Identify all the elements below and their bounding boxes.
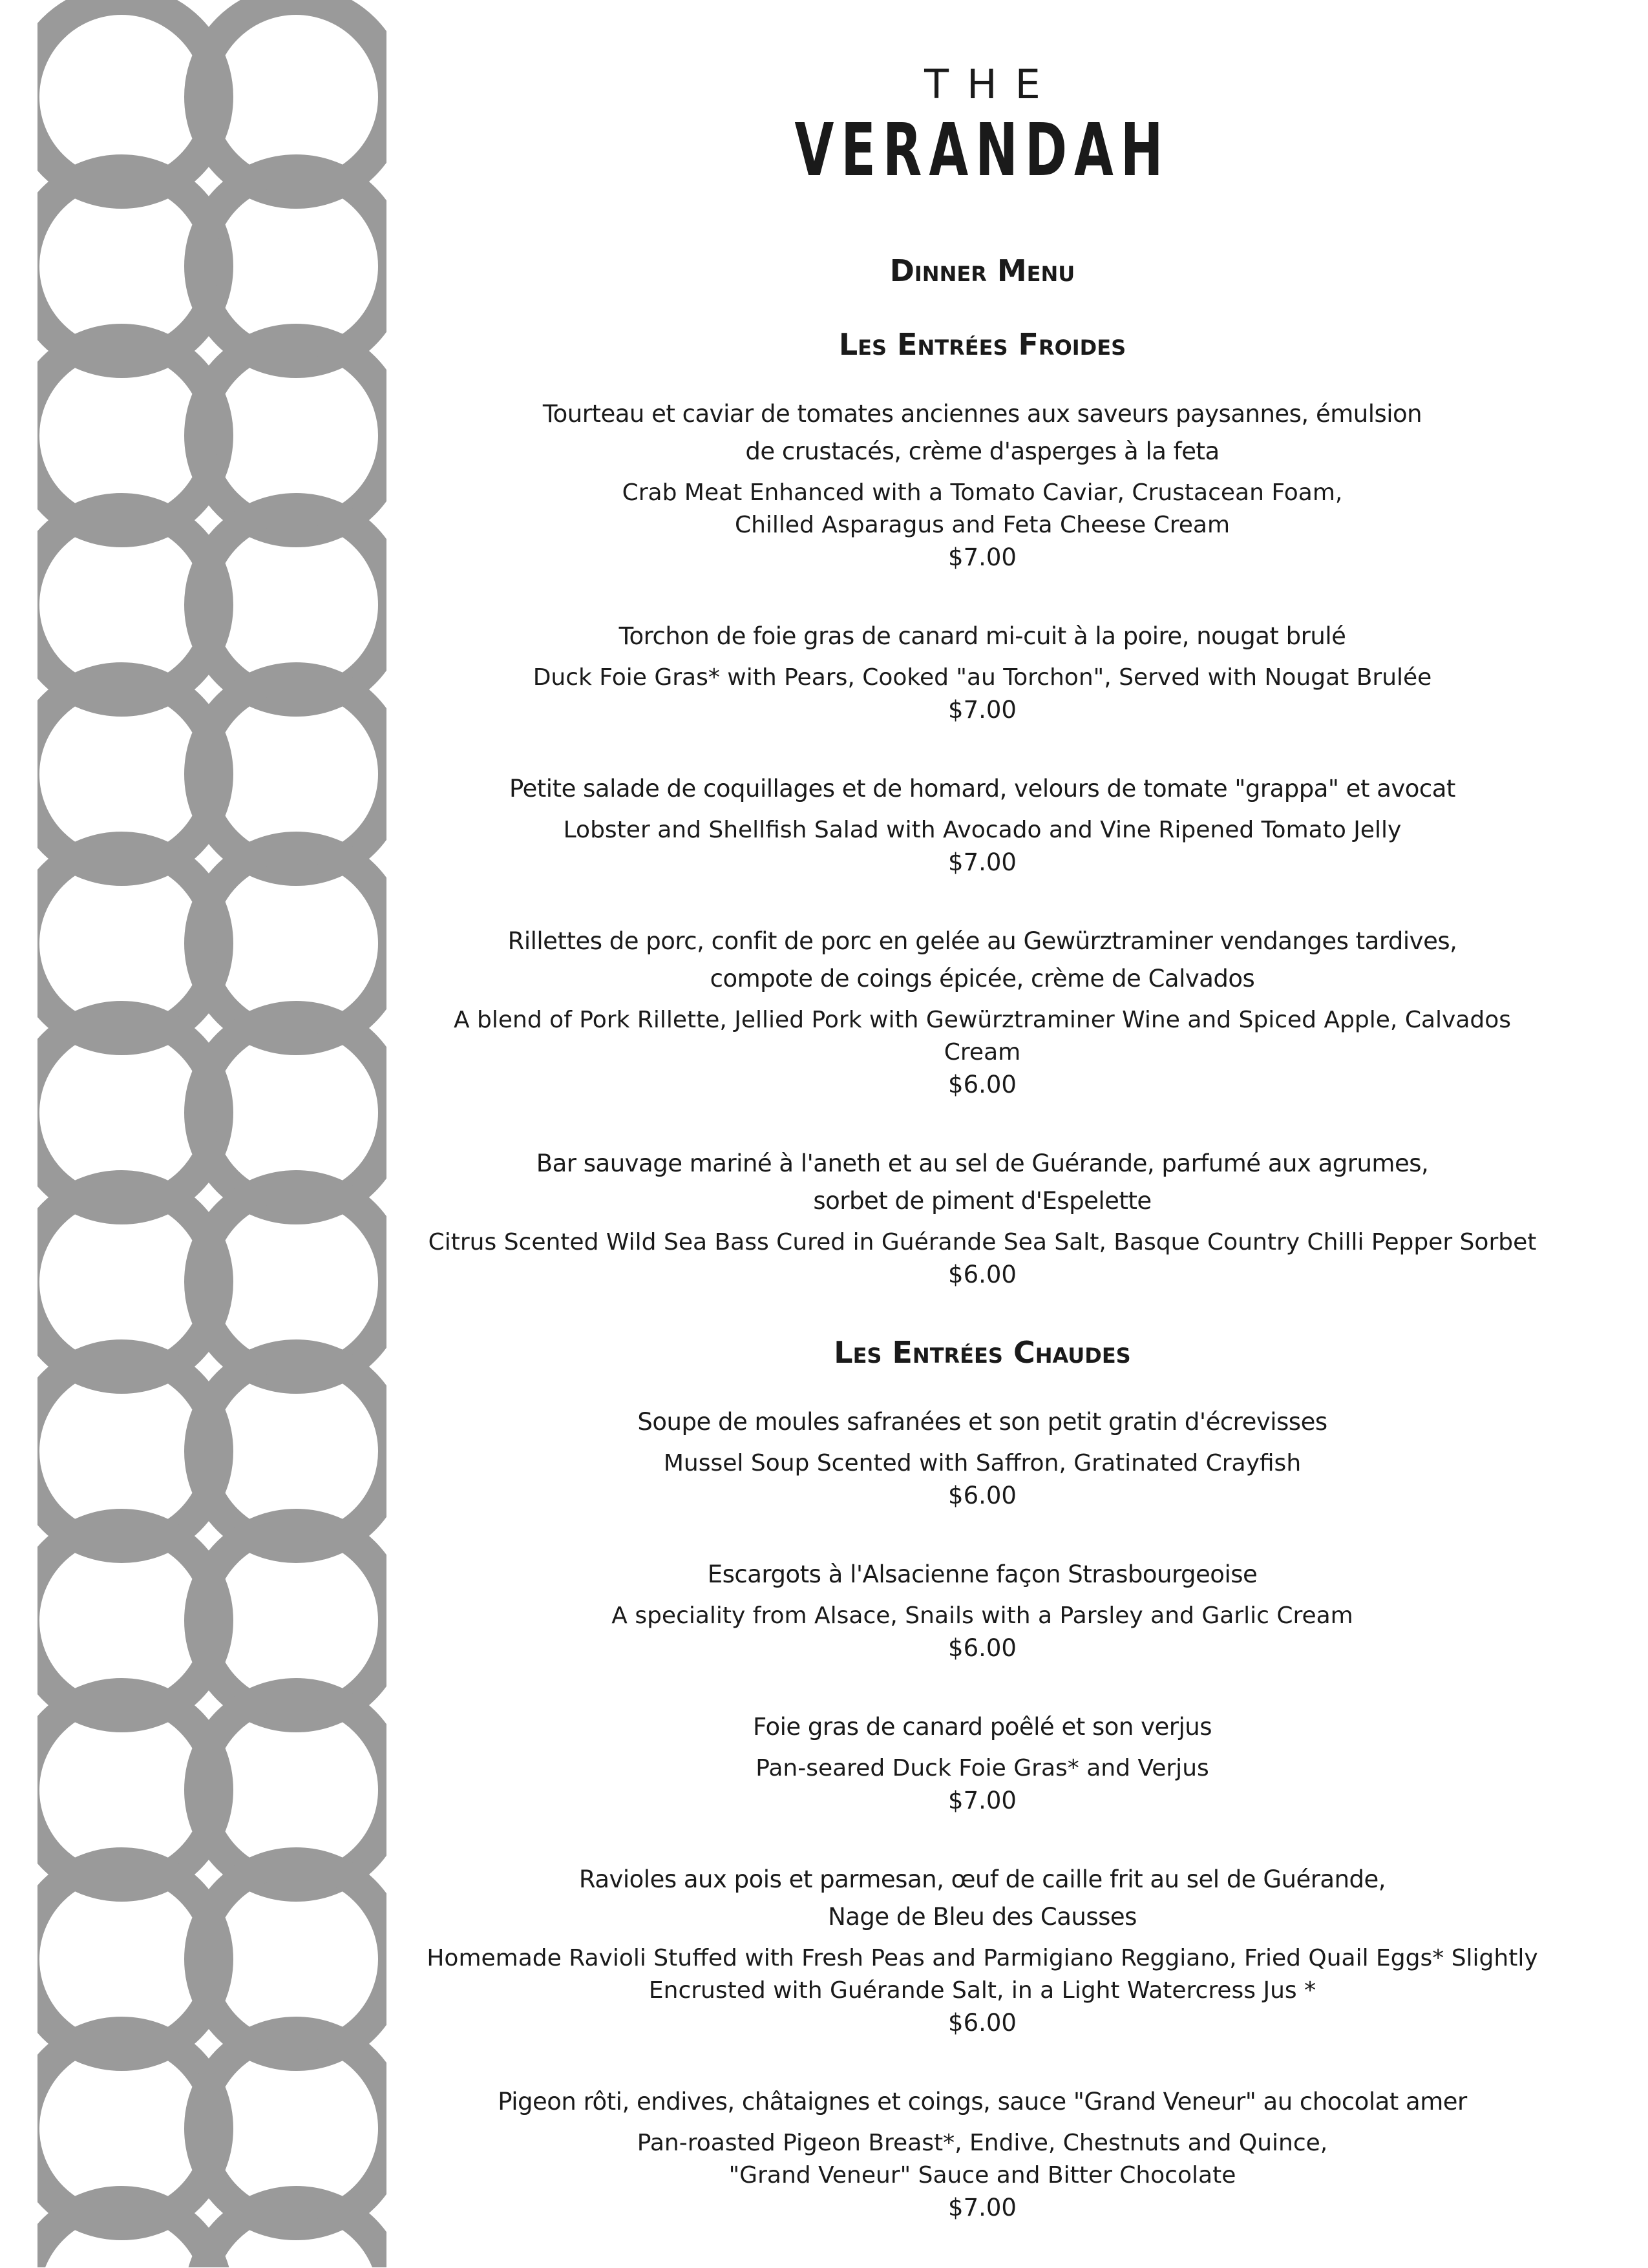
dish-name-french [414,395,1551,470]
dish-description-english [414,477,1551,541]
menu-item [414,1861,1551,2039]
dish-name-french [414,1861,1551,1936]
dish-description-english-line: Crab Meat Enhanced with a Tomato Caviar, Crustacean Foam, [622,479,1343,506]
dish-description-english [414,1752,1551,1785]
dish-name-french-line: Rillettes de porc, confit de porc en gelée au Gewürztraminer vendanges tardives, [507,927,1457,955]
menu-item [414,1145,1551,1291]
dish-name-french [414,618,1551,655]
dish-price: $6.00 [948,1071,1017,1098]
dish-name-french [414,2083,1551,2121]
menu-item [414,923,1551,1101]
dish-name-french [414,1145,1551,1220]
dish-description-english-line: Pan-roasted Pigeon Breast*, Endive, Chestnuts and Quince, [637,2130,1328,2156]
brand-logo [414,57,1551,193]
dish-description-english [414,1942,1551,2007]
dish-name-french-line: sorbet de piment d'Espelette [813,1187,1152,1215]
menu-item [414,1403,1551,1512]
dish-description-english [414,1447,1551,1480]
dish-price: $7.00 [948,848,1017,876]
dish-name-french-line: de crustacés, crème d'asperges à la feta [745,437,1220,465]
dish-name-french-line: Nage de Bleu des Causses [828,1903,1137,1931]
dish-name-french-line: Torchon de foie gras de canard mi-cuit à la poire, nougat brulé [618,622,1346,650]
brand-name: VERANDAH [794,109,1170,193]
dish-name-french [414,770,1551,808]
decorative-ring-pattern [37,0,386,2267]
dish-name-french-line: Bar sauvage mariné à l'aneth et au sel de Guérande, parfumé aux agrumes, [536,1150,1429,1177]
dish-name-french-line: Escargots à l'Alsacienne façon Strasbourgeoise [707,1560,1258,1588]
dish-name-french-line: Ravioles aux pois et parmesan, œuf de caille frit au sel de Guérande, [578,1865,1386,1893]
dish-description-english-line: A blend of Pork Rillette, Jellied Pork with Gewürztraminer Wine and Spiced Apple, Calvados Cream [453,1007,1512,1066]
brand-the: THE [924,61,1059,108]
dish-price: $7.00 [948,543,1017,571]
dish-price: $6.00 [948,1482,1017,1509]
menu-item [414,618,1551,726]
dish-name-french [414,1556,1551,1593]
menu-item [414,1708,1551,1817]
menu-item [414,395,1551,574]
dish-price: $7.00 [948,2194,1017,2221]
dish-price: $6.00 [948,2009,1017,2037]
dish-price: $7.00 [948,696,1017,724]
menu-item [414,2083,1551,2224]
dish-description-english-line: Homemade Ravioli Stuffed with Fresh Peas and Parmigiano Reggiano, Fried Quail Eggs* Slightly [427,1945,1538,1971]
menu-title: Dinner Menu [889,253,1075,288]
dish-description-english [414,1226,1551,1259]
dish-description-english-line: Encrusted with Guérande Salt, in a Light Watercress Jus * [648,1977,1316,2004]
dish-description-english [414,2127,1551,2192]
dish-description-english-line: Duck Foie Gras* with Pears, Cooked "au Torchon", Served with Nougat Brulée [533,664,1432,691]
dish-price: $7.00 [948,1787,1017,1814]
section-title: Les Entrées Froides [838,327,1126,362]
dish-description-english [414,662,1551,694]
dish-description-english-line: Mussel Soup Scented with Saffron, Gratinated Crayfish [663,1450,1302,1476]
dish-name-french [414,1403,1551,1441]
section-title: Les Entrées Chaudes [834,1335,1131,1370]
dish-name-french-line: Tourteau et caviar de tomates anciennes aux saveurs paysannes, émulsion [542,400,1422,428]
menu-item [414,1556,1551,1664]
dish-description-english-line: A speciality from Alsace, Snails with a Parsley and Garlic Cream [611,1602,1353,1629]
dish-description-english [414,814,1551,846]
dish-description-english-line: Pan-seared Duck Foie Gras* and Verjus [755,1755,1209,1781]
dish-description-english-line: Chilled Asparagus and Feta Cheese Cream [734,512,1231,538]
dish-price: $6.00 [948,1634,1017,1662]
menu-content [414,57,1551,2268]
dish-name-french-line: compote de coings épicée, crème de Calvados [710,965,1255,992]
dish-name-french [414,1708,1551,1746]
dish-description-english-line: "Grand Veneur" Sauce and Bitter Chocolate [728,2162,1236,2189]
dish-description-english [414,1600,1551,1632]
dish-name-french [414,923,1551,998]
dish-description-english-line: Citrus Scented Wild Sea Bass Cured in Guérande Sea Salt, Basque Country Chilli Pepper Sorbet [428,1229,1537,1255]
dish-name-french-line: Pigeon rôti, endives, châtaignes et coings, sauce "Grand Veneur" au chocolat amer [498,2088,1467,2116]
menu-sections [414,327,1551,2224]
menu-item [414,770,1551,879]
dish-name-french-line: Petite salade de coquillages et de homard, velours de tomate "grappa" et avocat [509,775,1455,803]
dish-name-french-line: Foie gras de canard poêlé et son verjus [752,1713,1212,1741]
dish-name-french-line: Soupe de moules safranées et son petit gratin d'écrevisses [637,1408,1327,1436]
dish-description-english-line: Lobster and Shellfish Salad with Avocado and Vine Ripened Tomato Jelly [563,817,1402,843]
dish-price: $6.00 [948,1261,1017,1288]
dish-description-english [414,1004,1551,1069]
